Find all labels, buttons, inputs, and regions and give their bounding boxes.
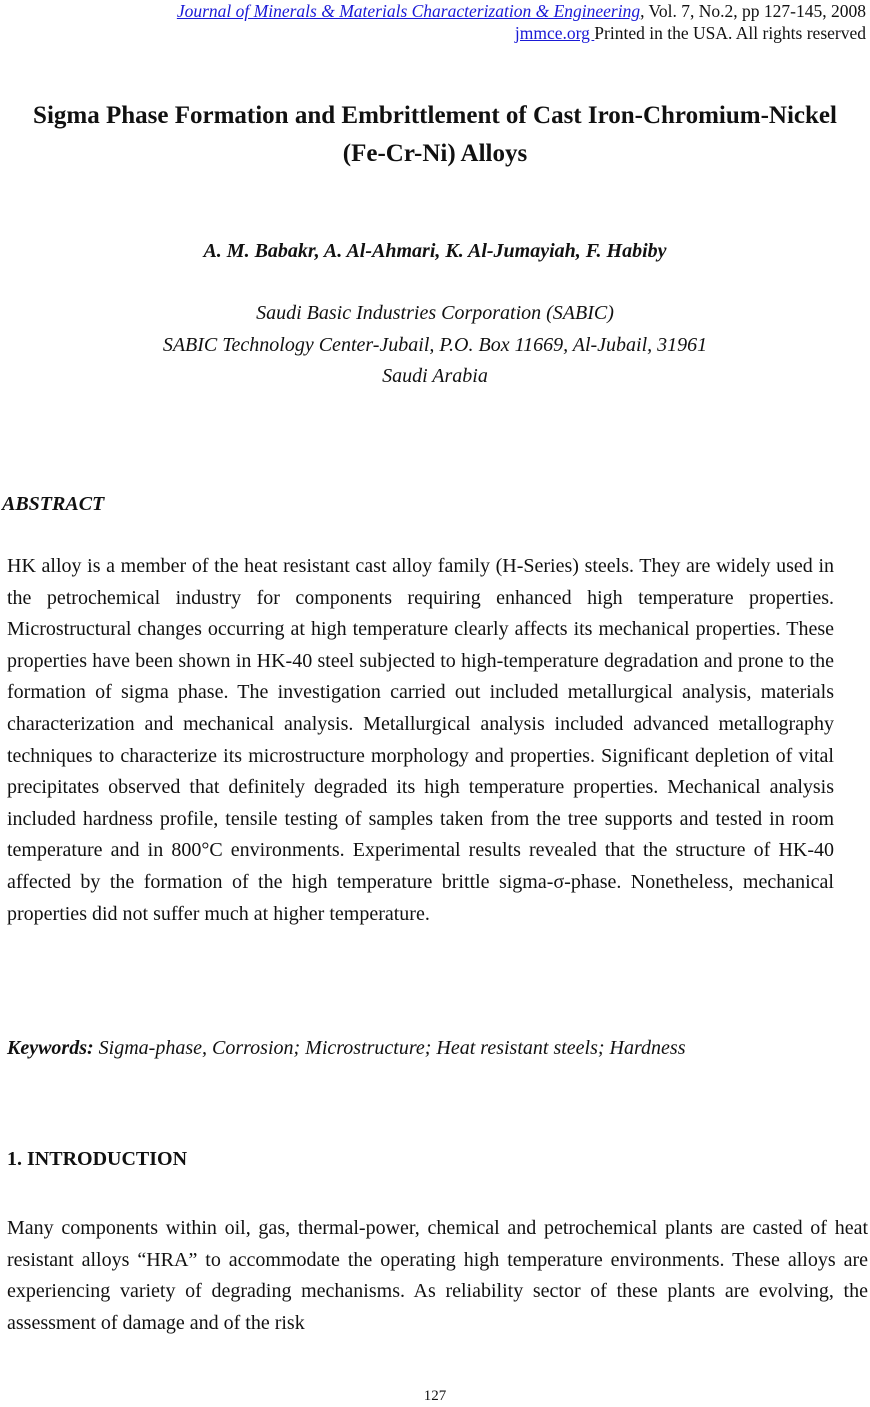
affiliation-line-organization: Saudi Basic Industries Corporation (SABIC)	[256, 302, 614, 324]
introduction-heading: 1. INTRODUCTION	[7, 1148, 188, 1170]
affiliation-line-country: Saudi Arabia	[382, 365, 488, 387]
journal-site-line	[177, 22, 866, 44]
affiliation	[0, 298, 870, 393]
journal-details: , Vol. 7, No.2, pp 127-145, 2008	[640, 1, 866, 21]
journal-citation-line	[177, 0, 866, 22]
keywords-list: Sigma-phase, Corrosion; Microstructure; Heat resistant steels; Hardness	[93, 1037, 686, 1059]
rights-notice: Printed in the USA. All rights reserved	[594, 23, 866, 43]
paper-title: Sigma Phase Formation and Embrittlement of Cast Iron-Chromium-Nickel (Fe-Cr-Ni) Alloys	[33, 102, 837, 167]
author-list: A. M. Babakr, A. Al-Ahmari, K. Al-Jumayiah, F. Habiby	[203, 240, 667, 262]
affiliation-line-address: SABIC Technology Center-Jubail, P.O. Box 11669, Al-Jubail, 31961	[162, 333, 708, 356]
abstract-body: HK alloy is a member of the heat resistant cast alloy family (H-Series) steels. They are widely used in the petrochemical industry for components requiring enhanced high temperature properties. Microstructural changes occurring at high temperature clearly affects its mechanical properties. These properties have been shown in HK-40 steel subjected to high-temperature degradation and prone to the formation of sigma phase. The investigation carried out included metallurgical analysis, materials characterization and mechanical analysis. Metallurgical analysis included advanced metallography techniques to characterize its microstructure morphology and properties. Significant depletion of vital precipitates observed that definitely degraded its high temperature properties. Mechanical analysis included hardness profile, tensile testing of samples taken from the tree supports and tested in room temperature and in 800°C environments. Experimental results revealed that the structure of HK-40 affected by the formation of the high temperature brittle sigma-σ-phase. Nonetheless, mechanical properties did not suffer much at higher temperature.	[7, 555, 834, 925]
introduction-body: Many components within oil, gas, thermal-power, chemical and petrochemical plants are casted of heat resistant alloys “HRA” to accommodate the operating high temperature environments. These alloys are experiencing variety of degrading mechanisms. As reliability sector of these plants are evolving, the assessment of damage and of the risk	[7, 1217, 868, 1334]
page-number: 127	[423, 1388, 447, 1404]
journal-header	[177, 0, 866, 44]
keywords-label: Keywords:	[7, 1037, 94, 1059]
keywords	[7, 1033, 847, 1063]
abstract-heading: ABSTRACT	[2, 493, 105, 515]
site-link[interactable]: jmmce.org	[514, 23, 595, 43]
journal-name-link[interactable]: Journal of Minerals & Materials Characterization & Engineering	[176, 1, 641, 21]
